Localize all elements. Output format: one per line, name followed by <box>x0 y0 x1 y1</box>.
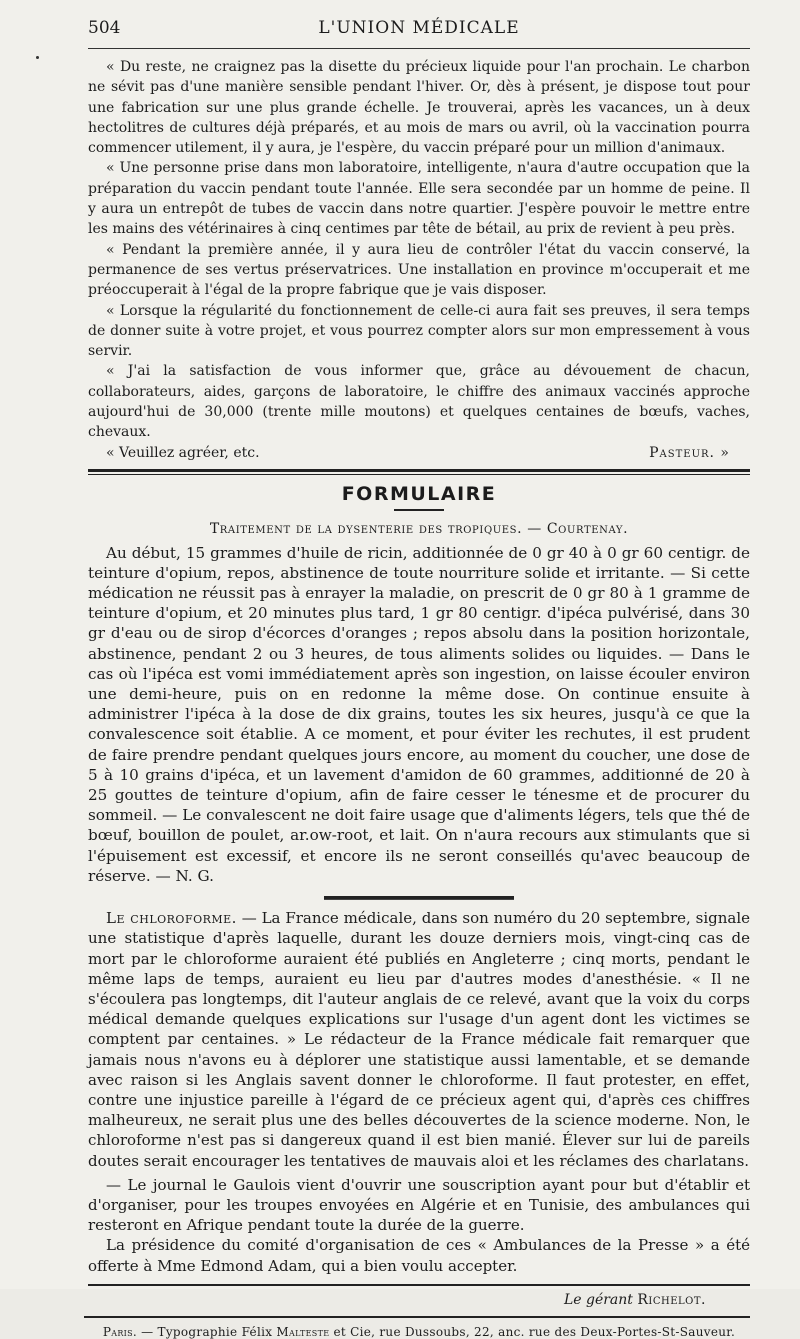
letter-paragraph: « Une personne prise dans mon laboratoire, intelligente, n'aura d'autre occupation que la préparation du vaccin pendant toute l'année. Elle sera secondée par un homme de peine. Il y aura un entrepôt de tubes de vaccin dans notre quartier. J'espère pouvoir le mettre entre les mains des vétérinaires à cinq centimes par tête de bétail, au prix de revient à peu près. <box>88 160 750 238</box>
running-title: L'UNION MÉDICALE <box>318 18 520 38</box>
chloroforme-paragraph <box>88 908 750 1171</box>
gerant-label: Le gérant <box>563 1291 633 1308</box>
formulaire-paragraph: Au début, 15 grammes d'huile de ricin, additionnée de 0 gr 40 à 0 gr 60 centigr. de teinture d'opium, repos, abstinence de toute nourriture solide et irritante. — Si cette médication ne réussit pas à enrayer la maladie, on prescrit de 0 gr 80 à 1 gramme de teinture d'opium, et 20 minutes plus tard, 1 gr 80 centigr. d'ipéca pulvérisé, dans 30 gr d'eau ou de sirop d'écorces d'oranges ; repos absolu dans la position horizontale, abstinence, pendant 2 ou 3 heures, de tous aliments solides ou liquides. — Dans le cas où l'ipéca est vomi immédiatement après son ingestion, on laisse écouler environ une demi-heure, puis on en redonne la même dose. On continue ensuite à administrer l'ipéca à la dose de dix grains, toutes les six heures, jusqu'à ce que la convalescence soit établie. A ce moment, et pour éviter les rechutes, il est prudent de faire prendre pendant quelques jours encore, au moment du coucher, une dose de 5 à 10 grains d'ipéca, et un lavement d'amidon de 60 grammes, additionné de 20 à 25 gouttes de teinture d'opium, afin de faire cesser le ténesme et de procurer du sommeil. — Le convalescent ne doit faire usage que d'aliments légers, tels que thé de bœuf, bouillon de poulet, ar.ow-root, et lait. On n'aura recours aux stimulants que si l'épuisement est excessif, et encore ils ne seront conseillés qu'avec beaucoup de réserve. — N. G. <box>88 543 750 885</box>
imprint-text: — Typographie Félix <box>137 1324 277 1339</box>
section-separator <box>88 469 750 475</box>
chloroforme-lead: Le chloroforme. <box>106 909 237 928</box>
page-header <box>88 18 750 46</box>
section-title: FORMULAIRE <box>341 482 497 505</box>
article-title: Traitement de la dysenterie des tropiques. — Courtenay. <box>209 520 629 537</box>
news-section <box>88 908 750 1276</box>
gerant-name: Richelot. <box>637 1291 706 1308</box>
gaulois-paragraph: — Le journal le Gaulois vient d'ouvrir une souscription ayant pour but d'établir et d'organiser, pour les troupes envoyées en Algérie et en Tunisie, des ambulances qui resteront en Afrique pendant toute la durée de la guerre. <box>88 1175 750 1235</box>
presidence-paragraph: La présidence du comité d'organisation de ces « Ambulances de la Presse » a été offerte à Mme Edmond Adam, qui a bien voulu accepter. <box>88 1236 750 1275</box>
letter-closing: « Veuillez agréer, etc. <box>106 444 260 461</box>
footer-rule-top <box>88 1284 750 1286</box>
gerant-line <box>88 1292 750 1308</box>
page-number: 504 <box>88 18 121 38</box>
letter-paragraph: « J'ai la satisfaction de vous informer que, grâce au dévouement de chacun, collaborateurs, aides, garçons de laboratoire, le chiffre des animaux vaccinés approche aujourd'hui de 30,000 (trente mille moutons) et quelques centaines de bœufs, vaches, chevaux. <box>88 363 750 441</box>
ink-speck <box>36 56 39 59</box>
imprint-printer: Malteste <box>276 1324 330 1339</box>
letter-paragraph: « Lorsque la régularité du fonctionnement de celle-ci aura fait ses preuves, il sera temps de donner suite à votre projet, et vous pourrez compter alors sur mon empressement à vous servir. <box>88 302 750 360</box>
letter-closing-row <box>88 443 750 463</box>
formulaire-body <box>88 543 750 886</box>
imprint-city: Paris. <box>102 1324 138 1339</box>
letter-paragraph: « Du reste, ne craignez pas la disette du précieux liquide pour l'an prochain. Le charbon ne sévit pas d'une manière sensible pendant l'hiver. Or, dès à présent, je dispose tout pour une fabrication sur une plus grande échelle. Je trouverai, après les vacances, un à deux hectolitres de cultures déjà préparés, et au mois de mars ou avril, où la vaccination pourra commencer utilement, il y aura, je l'espère, du vaccin préparé pour un million d'animaux. <box>88 59 750 157</box>
header-rule <box>88 48 750 49</box>
pasteur-letter <box>88 57 750 463</box>
news-separator-rule <box>324 896 514 900</box>
imprint-line <box>88 1325 750 1339</box>
footer-rule-bottom <box>84 1316 750 1318</box>
chloroforme-text: — La France médicale, dans son numéro du 20 septembre, signale une statistique d'après laquelle, durant les douze derniers mois, vingt-cinq cas de mort par le chloroforme auraient été publiés en Angleterre ; cinq morts, pendant le même laps de temps, auraient eu lieu par d'autres modes d'anesthésie. « Il ne s'écoulera pas longtemps, dit l'auteur anglais de ce relevé, avant que la voix du corps médical demande quelques explications sur l'usage d'un agent dont les victimes se comptent par centaines. » Le rédacteur de la France médicale fait remarquer que jamais nous n'avons eu à déplorer une statistique aussi lamentable, et se demande avec raison si les Anglais savent donner le chloroforme. Il faut protester, en effet, contre une injustice pareille à l'égard de ce précieux agent qui, d'après ces chiffres malheureux, ne serait plus une des belles découvertes de la science moderne. Non, le chloroforme n'est pas si dangereux quand il est bien manié. Élever sur lui de pareils doutes serait encourager les tentatives de mauvais aloi et les réclames des charlatans. <box>88 909 751 1170</box>
imprint-rest: et Cie, rue Dussoubs, 22, anc. rue des Deux-Portes-St-Sauveur. <box>329 1324 736 1339</box>
double-rule <box>88 469 750 475</box>
letter-signature: Pasteur. » <box>649 444 730 461</box>
letter-paragraph: « Pendant la première année, il y aura lieu de contrôler l'état du vaccin conservé, la permanence de ses vertus préservatrices. Une installation en province m'occuperait et me préoccuperait à l'égal de la propre fabrique que je vais disposer. <box>88 241 750 299</box>
title-underline <box>394 509 444 511</box>
